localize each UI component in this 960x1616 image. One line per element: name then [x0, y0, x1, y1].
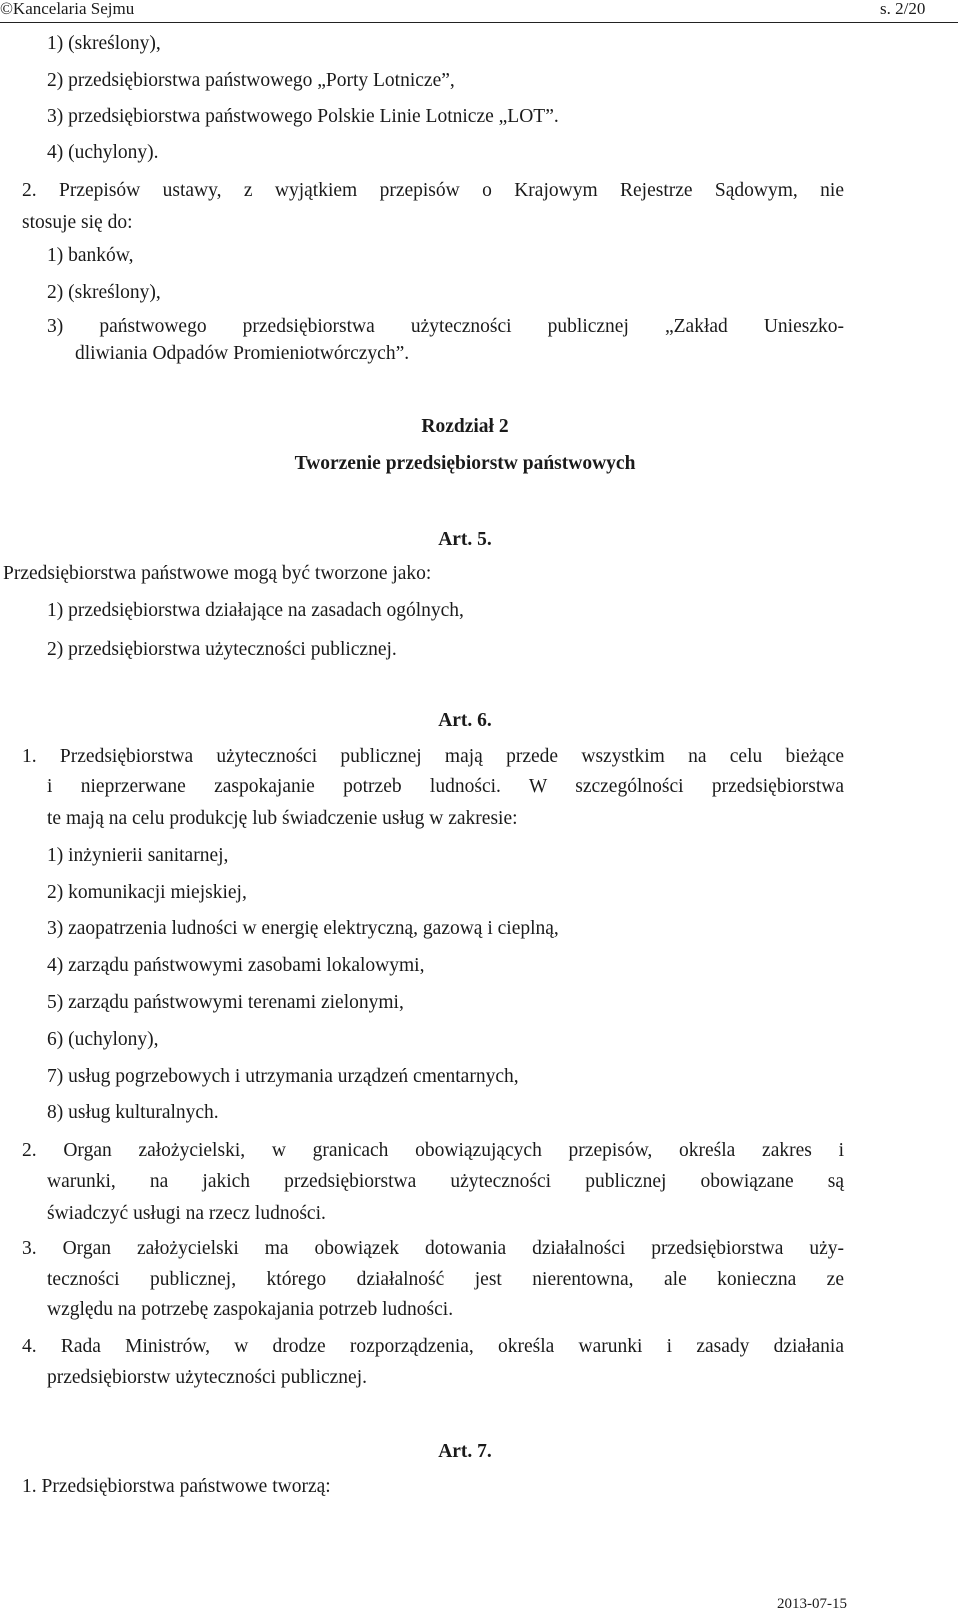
list-item: 2) przedsiębiorstwa użyteczności publicznej. [47, 639, 397, 660]
list-item: 4) zarządu państwowymi zasobami lokalowymi, [47, 955, 425, 976]
paragraph-line: świadczyć usługi na rzecz ludności. [47, 1203, 326, 1224]
list-item: 7) usług pogrzebowych i utrzymania urządzeń cmentarnych, [47, 1066, 519, 1087]
paragraph-line: przedsiębiorstw użyteczności publicznej. [47, 1367, 368, 1388]
paragraph-line: 3. Organ założycielski ma obowiązek dotowania działalności przedsiębiorstwa uży- [22, 1238, 844, 1259]
article-heading: Art. 7. [438, 1441, 492, 1462]
list-item: 4) (uchylony). [47, 142, 159, 163]
list-item: 3) państwowego przedsiębiorstwa użyteczności publicznej „Zakład Unieszko- [47, 316, 844, 337]
article-heading: Art. 5. [438, 529, 492, 550]
list-item: 2) komunikacji miejskiej, [47, 882, 247, 903]
article-intro: Przedsiębiorstwa państwowe mogą być tworzone jako: [3, 563, 432, 584]
list-item: 1) (skreślony), [47, 33, 161, 54]
list-item: 1) przedsiębiorstwa działające na zasadach ogólnych, [47, 600, 464, 621]
paragraph-line: i nieprzerwane zaspokajanie potrzeb ludności. W szczególności przedsiębiorstwa [47, 776, 844, 797]
list-item: 3) zaopatrzenia ludności w energię elektryczną, gazową i cieplną, [47, 918, 559, 939]
list-item: 1) inżynierii sanitarnej, [47, 845, 229, 866]
list-item: 8) usług kulturalnych. [47, 1102, 219, 1123]
header-divider [0, 22, 958, 23]
paragraph-line: warunki, na jakich przedsiębiorstwa użyteczności publicznej obowiązane są [47, 1171, 844, 1192]
paragraph-line: 2. Przepisów ustawy, z wyjątkiem przepisów o Krajowym Rejestrze Sądowym, nie [22, 180, 844, 201]
list-item: 6) (uchylony), [47, 1029, 159, 1050]
list-item: 1) banków, [47, 245, 134, 266]
paragraph-line: 1. Przedsiębiorstwa państwowe tworzą: [22, 1476, 331, 1497]
list-item: 2) przedsiębiorstwa państwowego „Porty Lotnicze”, [47, 70, 455, 91]
paragraph-line: teczności publicznej, którego działalność jest nierentowna, ale konieczna ze [47, 1269, 844, 1290]
paragraph-line: stosuje się do: [22, 212, 133, 233]
paragraph-line: 1. Przedsiębiorstwa użyteczności publicznej mają przede wszystkim na celu bieżące [22, 746, 844, 767]
paragraph-line: 4. Rada Ministrów, w drodze rozporządzenia, określa warunki i zasady działania [22, 1336, 844, 1357]
chapter-title: Tworzenie przedsiębiorstw państwowych [294, 453, 636, 474]
article-heading: Art. 6. [438, 710, 492, 731]
footer-date: 2013-07-15 [777, 1596, 847, 1612]
paragraph-line: 2. Organ założycielski, w granicach obowiązujących przepisów, określa zakres i [22, 1140, 844, 1161]
list-item: 3) przedsiębiorstwa państwowego Polskie Linie Lotnicze „LOT”. [47, 106, 559, 127]
paragraph-line: te mają na celu produkcję lub świadczenie usług w zakresie: [47, 808, 518, 829]
list-item: 2) (skreślony), [47, 282, 161, 303]
header-source: ©Kancelaria Sejmu [0, 0, 135, 18]
header-page-number: s. 2/20 [880, 0, 926, 18]
list-item-continuation: dliwiania Odpadów Promieniotwórczych”. [75, 343, 410, 364]
chapter-number: Rozdział 2 [421, 416, 509, 437]
paragraph-line: względu na potrzebę zaspokajania potrzeb ludności. [47, 1299, 454, 1320]
list-item: 5) zarządu państwowymi terenami zielonymi, [47, 992, 404, 1013]
